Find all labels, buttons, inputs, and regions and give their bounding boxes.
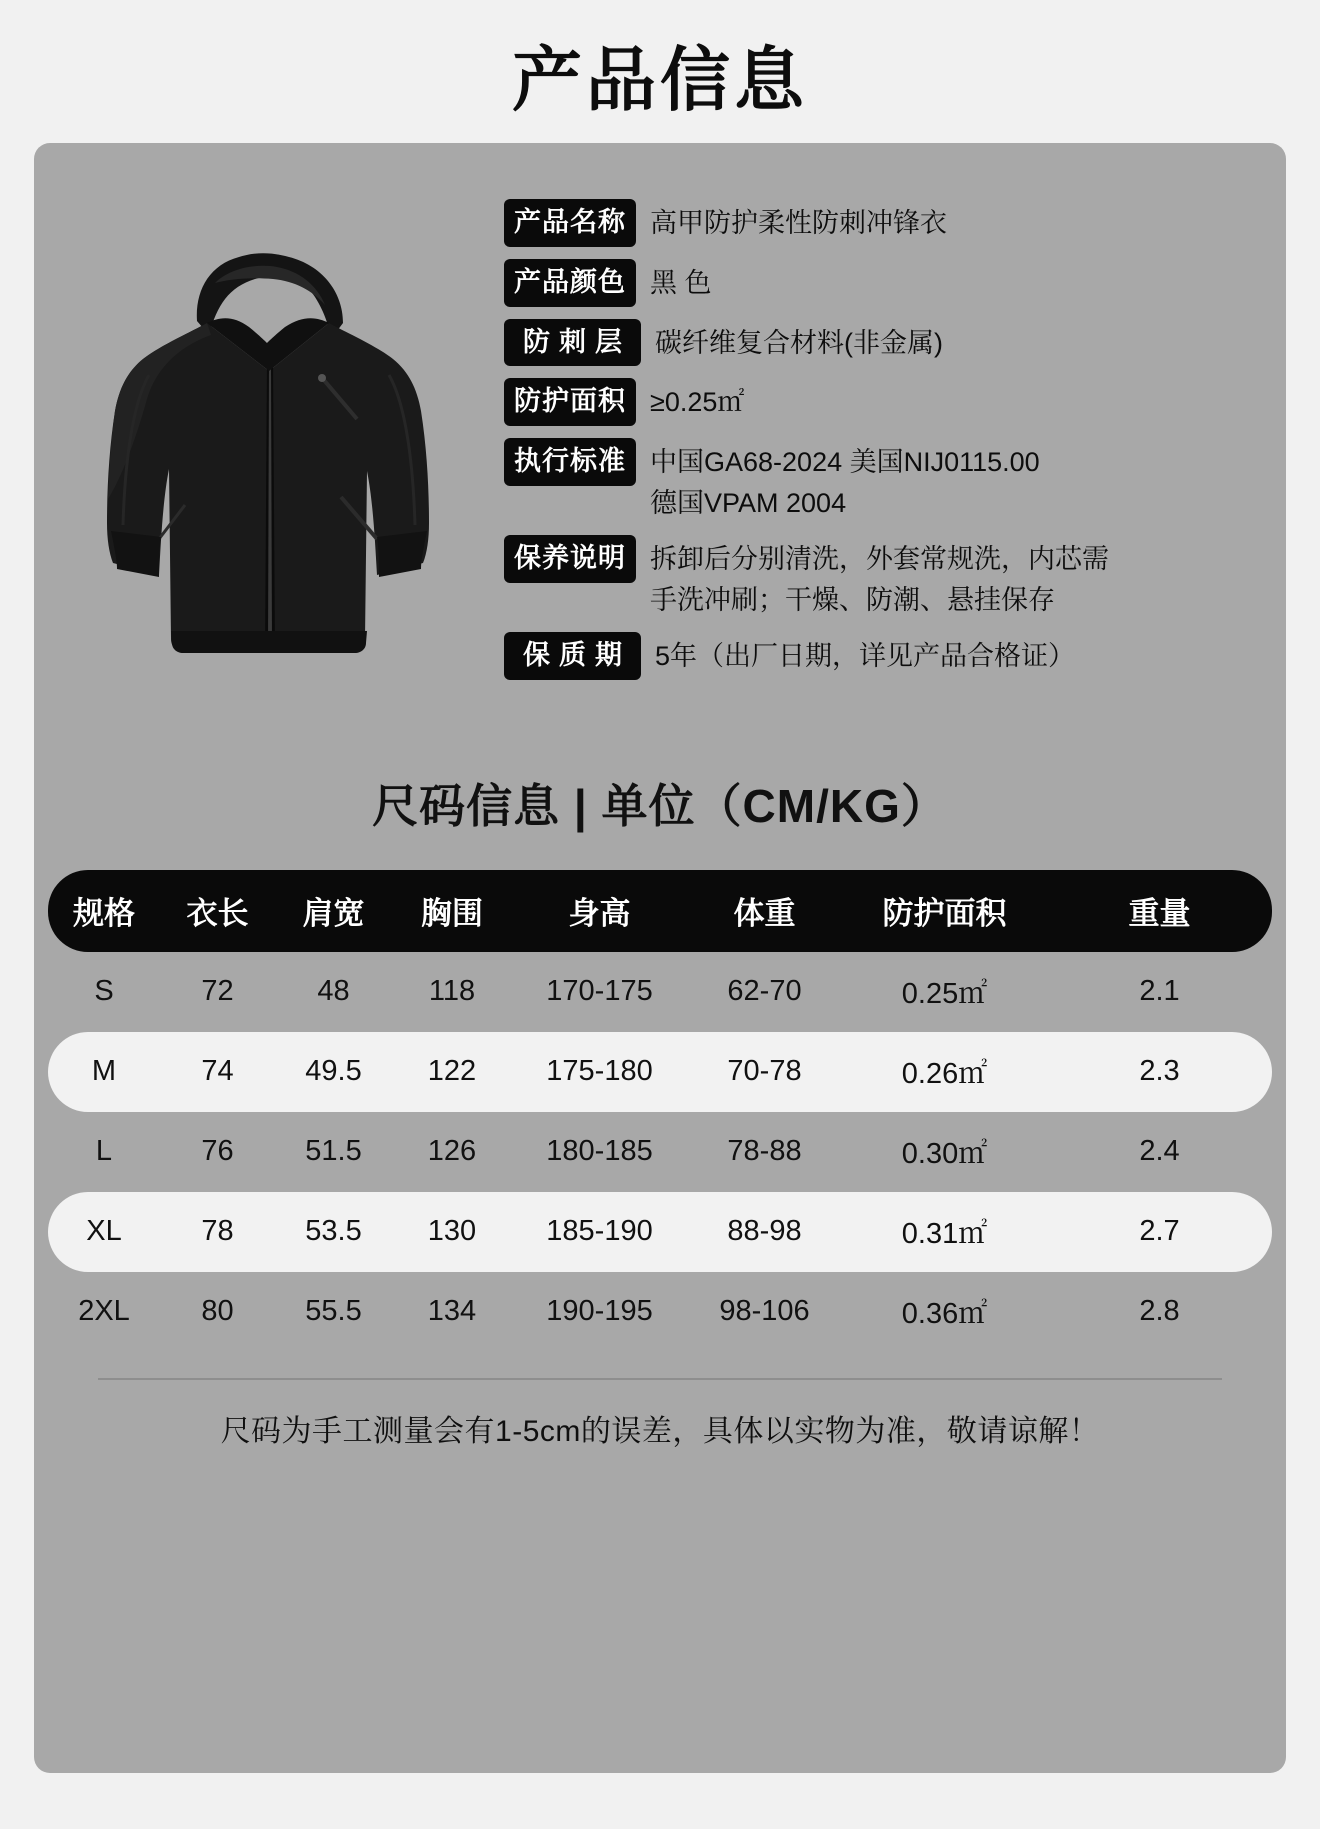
cell-protection-area: 0.25㎡ [901,978,988,1011]
cell-height: 190-195 [546,1295,653,1328]
table-row [48,1032,1272,1112]
cell-net-weight: 2.3 [1139,1055,1180,1088]
column-header-weight-body: 体重 [733,896,796,932]
cell-bust: 130 [427,1215,477,1248]
spec-row-care [504,535,1256,620]
cell-spec: S [94,975,114,1008]
cell-shoulder: 55.5 [305,1295,362,1328]
cell-bust: 134 [427,1295,477,1328]
spec-row-product-color [504,259,1256,307]
column-header-bust: 胸围 [421,896,483,932]
spec-row-stab-layer [504,319,1256,367]
spec-value-line: 碳纤维复合材料(非金属) [655,327,943,358]
cell-height: 175-180 [546,1055,653,1088]
cell-net-weight: 2.1 [1139,975,1180,1008]
cell-protection-area: 0.36㎡ [901,1298,988,1331]
spec-label-stab-layer: 防刺层 [504,319,641,367]
cell-length: 80 [201,1295,234,1328]
size-measurement-note: 尺码为手工测量会有1-5cm的误差，具体以实物为准，敬请谅解！ [220,1414,1100,1448]
spec-label-product-color: 产品颜色 [504,259,636,307]
jacket-photo [89,239,449,669]
product-image-wrap [34,179,504,669]
column-header-net-weight: 重量 [1128,896,1191,932]
cell-height: 180-185 [546,1135,653,1168]
cell-net-weight: 2.7 [1139,1215,1180,1248]
cell-net-weight: 2.4 [1139,1135,1180,1168]
spec-value-stab-layer [641,319,943,364]
cell-weight-body: 78-88 [727,1135,802,1168]
cell-bust: 122 [427,1055,477,1088]
cell-shoulder: 49.5 [305,1055,362,1088]
spec-label-protection-area: 防护面积 [504,378,636,426]
spec-value-standards [636,438,1040,523]
product-section [34,143,1286,692]
spec-value-line: 德国VPAM 2004 [650,487,847,518]
spec-row-protection-area [504,378,1256,426]
spec-value-protection-area [636,378,744,423]
cell-bust: 118 [428,975,476,1008]
cell-protection-area: 0.31㎡ [901,1218,988,1251]
column-header-protection-area: 防护面积 [882,896,1007,932]
size-table [48,870,1272,1450]
spec-value-product-name [636,199,947,244]
column-header-height: 身高 [568,896,631,932]
cell-weight-body: 70-78 [727,1055,802,1088]
cell-spec: XL [86,1215,122,1248]
cell-spec: M [91,1055,117,1088]
spec-row-standards [504,438,1256,523]
page-title: 产品信息 [512,41,808,119]
spec-value-care [636,535,1109,620]
spec-value-line: 手洗冲刷；干燥、防潮、悬挂保存 [650,584,1055,615]
spec-value-product-color [636,259,712,304]
cell-net-weight: 2.8 [1139,1295,1180,1328]
table-row [48,1192,1272,1272]
column-header-spec: 规格 [73,896,135,932]
spec-label-care: 保养说明 [504,535,636,583]
spec-value-line: 中国GA68-2024 美国NIJ0115.00 [650,447,1040,477]
cell-length: 74 [201,1055,234,1088]
spec-value-line: 黑 色 [650,267,712,298]
spec-value-line: 5年（出厂日期，详见产品合格证） [655,641,1076,671]
info-panel [34,143,1286,1773]
spec-row-product-name [504,199,1256,247]
column-header-shoulder: 肩宽 [302,896,365,932]
spec-row-shelf-life [504,632,1256,680]
cell-height: 170-175 [546,975,653,1008]
spec-list [504,179,1286,692]
table-row [48,952,1272,1032]
cell-bust: 126 [427,1135,477,1168]
column-header-length: 衣长 [186,896,249,932]
table-row [48,1112,1272,1192]
cell-protection-area: 0.26㎡ [901,1058,988,1091]
cell-weight-body: 98-106 [719,1295,810,1328]
spec-label-product-name: 产品名称 [504,199,636,247]
cell-protection-area: 0.30㎡ [901,1138,988,1171]
cell-length: 72 [201,975,234,1008]
spec-label-standards: 执行标准 [504,438,636,486]
cell-shoulder: 48 [317,975,350,1008]
cell-height: 185-190 [546,1215,653,1248]
cell-shoulder: 51.5 [305,1135,362,1168]
cell-weight-body: 62-70 [727,975,802,1008]
cell-spec: L [95,1135,113,1168]
size-table-header [48,870,1272,952]
cell-weight-body: 88-98 [727,1215,802,1248]
spec-value-line: 拆卸后分别清洗，外套常规洗，内芯需 [650,544,1109,574]
cell-length: 78 [201,1215,234,1248]
cell-shoulder: 53.5 [305,1215,362,1248]
spec-value-line: 高甲防护柔性防刺冲锋衣 [650,208,947,238]
cell-length: 76 [201,1135,234,1168]
spec-value-shelf-life [641,632,1075,677]
table-row [48,1272,1272,1352]
spec-label-shelf-life: 保质期 [504,632,641,680]
spec-value-line: ≥0.25㎡ [650,387,745,418]
cell-spec: 2XL [78,1295,130,1328]
size-section-title: 尺码信息 | 单位（CM/KG） [372,779,948,832]
